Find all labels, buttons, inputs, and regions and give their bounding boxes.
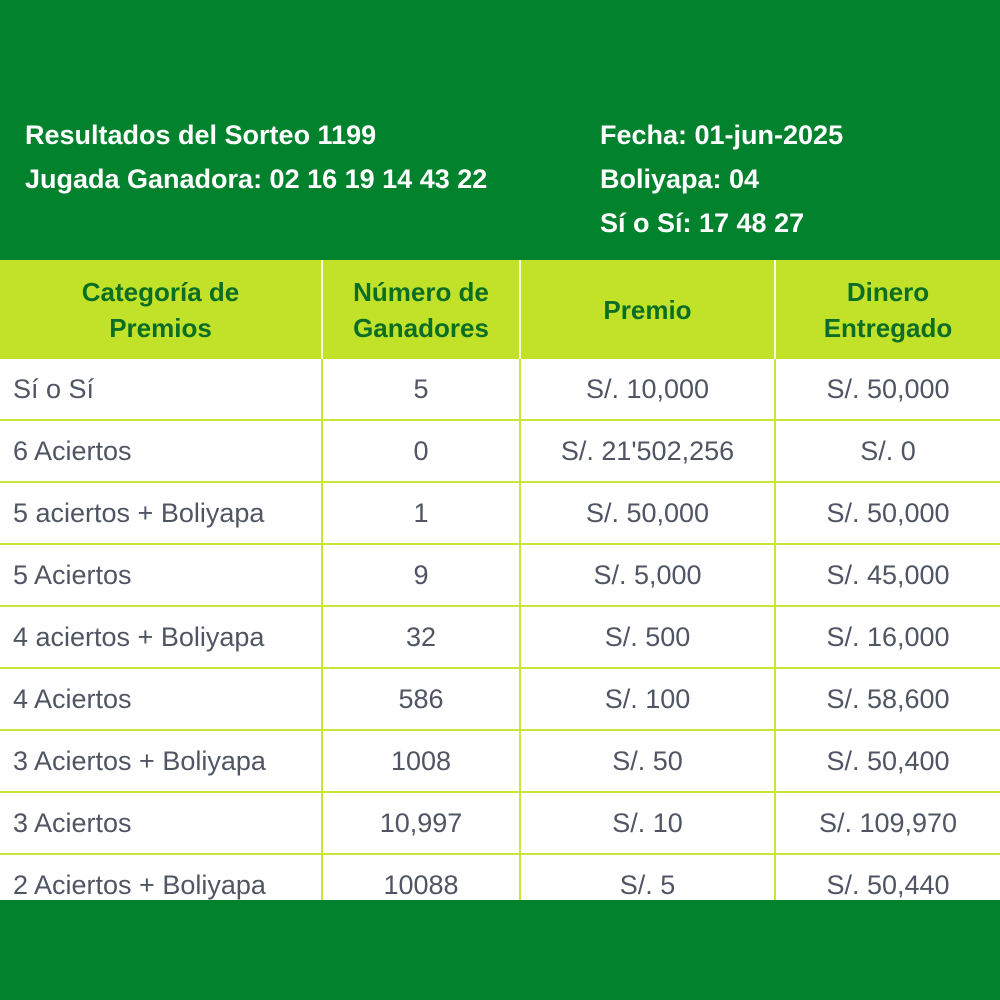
cell-winners: 10088 (322, 854, 520, 900)
cell-category: 6 Aciertos (0, 420, 322, 482)
cell-paid: S/. 16,000 (775, 606, 1000, 668)
cell-category: 4 Aciertos (0, 668, 322, 730)
table-row (0, 730, 1000, 792)
cell-prize: S/. 50 (520, 730, 775, 792)
table-row (0, 420, 1000, 482)
cell-paid: S/. 50,400 (775, 730, 1000, 792)
table-row (0, 359, 1000, 420)
table-row (0, 792, 1000, 854)
boliyapa-number: Boliyapa: 04 (600, 164, 760, 194)
header-line: Número de (353, 276, 489, 307)
header-line: Entregado (823, 312, 953, 343)
cell-paid: S/. 109,970 (775, 792, 1000, 854)
cell-prize: S/. 100 (520, 668, 775, 730)
cell-category: 2 Aciertos + Boliyapa (0, 854, 322, 900)
column-header-category (0, 260, 322, 359)
header-line: Ganadores (353, 312, 489, 343)
cell-prize: S/. 50,000 (520, 482, 775, 544)
table-row (0, 668, 1000, 730)
draw-date: Fecha: 01-jun-2025 (600, 120, 844, 150)
column-header-paid (775, 260, 1000, 359)
column-header-prize (520, 260, 775, 359)
cell-category: 5 aciertos + Boliyapa (0, 482, 322, 544)
draw-info-left (25, 117, 487, 205)
cell-paid: S/. 50,440 (775, 854, 1000, 900)
cell-paid: S/. 50,000 (775, 359, 1000, 420)
cell-winners: 1 (322, 482, 520, 544)
draw-info-right (600, 117, 843, 249)
cell-prize: S/. 10 (520, 792, 775, 854)
header-line: Premio (603, 294, 692, 325)
cell-prize: S/. 5,000 (520, 544, 775, 606)
table-row (0, 544, 1000, 606)
cell-prize: S/. 21'502,256 (520, 420, 775, 482)
cell-paid: S/. 58,600 (775, 668, 1000, 730)
cell-paid: S/. 45,000 (775, 544, 1000, 606)
prize-table (0, 260, 1000, 900)
si-o-si-numbers: Sí o Sí: 17 48 27 (600, 208, 805, 238)
cell-category: 4 aciertos + Boliyapa (0, 606, 322, 668)
footer-band (0, 900, 1000, 1000)
cell-prize: S/. 500 (520, 606, 775, 668)
header-line: Dinero (846, 276, 930, 307)
cell-winners: 10,997 (322, 792, 520, 854)
cell-winners: 32 (322, 606, 520, 668)
table-row (0, 606, 1000, 668)
table-row (0, 482, 1000, 544)
cell-prize: S/. 5 (520, 854, 775, 900)
cell-prize: S/. 10,000 (520, 359, 775, 420)
header-line: Categoría de (81, 276, 240, 307)
cell-winners: 1008 (322, 730, 520, 792)
cell-paid: S/. 50,000 (775, 482, 1000, 544)
header-line: Premios (109, 312, 212, 343)
winning-play: Jugada Ganadora: 02 16 19 14 43 22 (25, 164, 488, 194)
cell-category: 3 Aciertos + Boliyapa (0, 730, 322, 792)
prize-table-container (0, 260, 1000, 900)
table-header-row (0, 260, 1000, 359)
table-row (0, 854, 1000, 900)
cell-category: Sí o Sí (13, 373, 95, 404)
cell-winners: 9 (322, 544, 520, 606)
draw-title: Resultados del Sorteo 1199 (25, 120, 377, 150)
column-header-winners (322, 260, 520, 359)
results-header-band (0, 0, 1000, 260)
cell-category: 5 Aciertos (0, 544, 322, 606)
cell-category: 3 Aciertos (0, 792, 322, 854)
cell-winners: 5 (322, 359, 520, 420)
cell-winners: 0 (322, 420, 520, 482)
cell-paid: S/. 0 (775, 420, 1000, 482)
cell-winners: 586 (322, 668, 520, 730)
